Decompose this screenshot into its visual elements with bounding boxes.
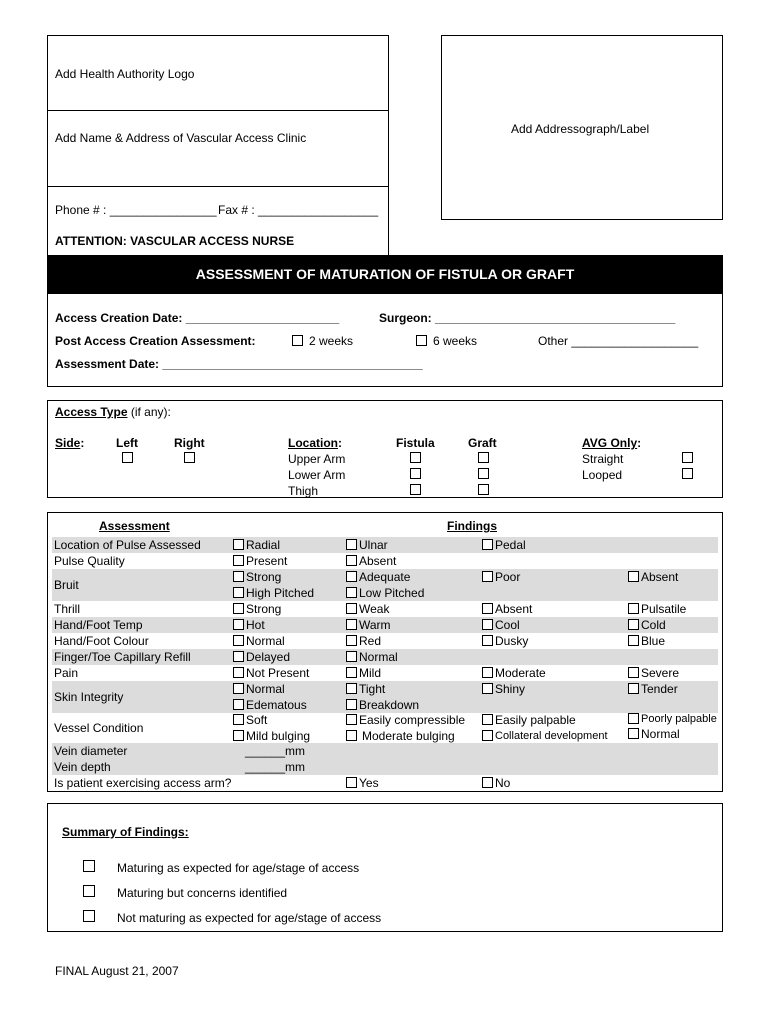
- checkbox[interactable]: [482, 777, 493, 788]
- left-checkbox[interactable]: [122, 452, 133, 463]
- summary-not-maturing-checkbox[interactable]: [83, 910, 95, 922]
- avg-only-label: AVG Only:: [582, 436, 642, 450]
- pain-mild-option[interactable]: Mild: [346, 665, 381, 681]
- checkbox[interactable]: [628, 728, 639, 739]
- summary-item: Maturing but concerns identified: [117, 886, 288, 900]
- post-assessment-label: Post Access Creation Assessment:: [55, 334, 256, 348]
- row-shade: [52, 743, 718, 775]
- checkbox[interactable]: [233, 667, 244, 678]
- checkbox[interactable]: [346, 667, 357, 678]
- vein-depth-field[interactable]: ______mm: [245, 760, 306, 774]
- bruit-high-pitched-option[interactable]: High Pitched: [233, 585, 314, 601]
- right-checkbox[interactable]: [184, 452, 195, 463]
- exercising-yes-option[interactable]: Yes: [346, 775, 379, 791]
- thrill-pulsatile-option[interactable]: Pulsatile: [628, 601, 686, 617]
- vessel-easily-compressible-option[interactable]: Easily compressible: [346, 712, 465, 728]
- thrill-weak-option[interactable]: Weak: [346, 601, 389, 617]
- pulse-pedal-option[interactable]: Pedal: [482, 537, 526, 553]
- checkbox[interactable]: [233, 730, 244, 741]
- bruit-strong-option[interactable]: Strong: [233, 569, 281, 585]
- checkbox[interactable]: [482, 635, 493, 646]
- checkbox[interactable]: [233, 587, 244, 598]
- vessel-soft-option[interactable]: Soft: [233, 712, 267, 728]
- pulse-ulnar-option[interactable]: Ulnar: [346, 537, 388, 553]
- fistula-upper-arm-checkbox[interactable]: [410, 452, 421, 463]
- checkbox[interactable]: [628, 713, 639, 724]
- vein-diameter-field[interactable]: ______mm: [245, 744, 306, 758]
- summary-concerns-checkbox[interactable]: [83, 885, 95, 897]
- fistula-label: Fistula: [396, 436, 435, 450]
- checkbox[interactable]: [346, 555, 357, 566]
- bruit-absent-option[interactable]: Absent: [628, 569, 678, 585]
- access-creation-date-field[interactable]: Access Creation Date: _______________________: [55, 311, 340, 325]
- skin-tender-option[interactable]: Tender: [628, 681, 678, 697]
- vein-depth-label: Vein depth: [54, 760, 111, 774]
- pulse-present-option[interactable]: Present: [233, 553, 287, 569]
- checkbox[interactable]: [233, 651, 244, 662]
- footer-version: FINAL August 21, 2007: [55, 964, 179, 978]
- skin-shiny-option[interactable]: Shiny: [482, 681, 525, 697]
- capillary-normal-option[interactable]: Normal: [346, 649, 398, 665]
- checkbox[interactable]: [233, 619, 244, 630]
- pain-moderate-option[interactable]: Moderate: [482, 665, 546, 681]
- checkbox[interactable]: [233, 635, 244, 646]
- looped-label: Looped: [582, 468, 623, 482]
- six-weeks-label: 6 weeks: [433, 334, 478, 348]
- checkbox[interactable]: [233, 555, 244, 566]
- checkbox[interactable]: [233, 683, 244, 694]
- checkbox[interactable]: [628, 683, 639, 694]
- checkbox[interactable]: [346, 539, 357, 550]
- checkbox[interactable]: [628, 635, 639, 646]
- colour-red-option[interactable]: Red: [346, 633, 381, 649]
- pulse-quality-label: Pulse Quality: [54, 554, 125, 568]
- fax-field[interactable]: Fax # : __________________: [218, 203, 379, 217]
- checkbox[interactable]: [482, 683, 493, 694]
- surgeon-field[interactable]: Surgeon: ____________________________________: [379, 311, 676, 325]
- bruit-adequate-option[interactable]: Adequate: [346, 569, 410, 585]
- form-title: ASSESSMENT OF MATURATION OF FISTULA OR GRAFT: [47, 255, 723, 294]
- colour-dusky-option[interactable]: Dusky: [482, 633, 528, 649]
- skin-label: Skin Integrity: [54, 690, 124, 704]
- straight-checkbox[interactable]: [682, 452, 693, 463]
- graft-lower-arm-checkbox[interactable]: [478, 468, 489, 479]
- addressograph-placeholder: Add Addressograph/Label: [511, 122, 650, 136]
- attention-line: ATTENTION: VASCULAR ACCESS NURSE: [55, 234, 295, 248]
- checkbox[interactable]: [233, 571, 244, 582]
- pain-severe-option[interactable]: Severe: [628, 665, 679, 681]
- pulse-absent-option[interactable]: Absent: [346, 553, 396, 569]
- right-label: Right: [174, 436, 205, 450]
- temp-cold-option[interactable]: Cold: [628, 617, 666, 633]
- pulse-radial-option[interactable]: Radial: [233, 537, 280, 553]
- fistula-thigh-checkbox[interactable]: [410, 484, 421, 495]
- checkbox[interactable]: [482, 571, 493, 582]
- checkbox[interactable]: [628, 619, 639, 630]
- capillary-delayed-option[interactable]: Delayed: [233, 649, 290, 665]
- access-type-heading: Access Type (if any):: [55, 405, 171, 419]
- straight-label: Straight: [582, 452, 624, 466]
- graft-thigh-checkbox[interactable]: [478, 484, 489, 495]
- vessel-moderate-bulging-option[interactable]: Moderate bulging: [346, 728, 455, 744]
- checkbox[interactable]: [482, 539, 493, 550]
- vessel-mild-bulging-option[interactable]: Mild bulging: [233, 728, 310, 744]
- bruit-label: Bruit: [54, 578, 79, 592]
- assessment-date-field[interactable]: Assessment Date: _______________________________________: [55, 357, 423, 371]
- checkbox[interactable]: [628, 603, 639, 614]
- findings-column-header: Findings: [447, 519, 497, 533]
- checkbox[interactable]: [346, 635, 357, 646]
- vessel-collateral-option[interactable]: Collateral development: [482, 728, 608, 744]
- temp-warm-option[interactable]: Warm: [346, 617, 391, 633]
- summary-maturing-checkbox[interactable]: [83, 860, 95, 872]
- checkbox[interactable]: [346, 619, 357, 630]
- checkbox[interactable]: [346, 571, 357, 582]
- vessel-easily-palpable-option[interactable]: Easily palpable: [482, 712, 576, 728]
- logo-placeholder: Add Health Authority Logo: [55, 67, 195, 81]
- checkbox[interactable]: [628, 571, 639, 582]
- graft-upper-arm-checkbox[interactable]: [478, 452, 489, 463]
- checkbox[interactable]: [346, 651, 357, 662]
- pain-label: Pain: [54, 666, 79, 680]
- checkbox[interactable]: [233, 699, 244, 710]
- phone-field[interactable]: Phone # : ________________: [55, 203, 217, 217]
- exercising-label: Is patient exercising access arm?: [54, 776, 232, 790]
- six-weeks-checkbox[interactable]: [416, 335, 427, 346]
- vessel-label: Vessel Condition: [54, 721, 144, 735]
- temp-label: Hand/Foot Temp: [54, 618, 143, 632]
- checkbox[interactable]: [346, 699, 357, 710]
- temp-cool-option[interactable]: Cool: [482, 617, 520, 633]
- location-label: Location:: [288, 436, 342, 450]
- skin-breakdown-option[interactable]: Breakdown: [346, 697, 419, 713]
- summary-item: Not maturing as expected for age/stage of access: [117, 911, 382, 925]
- summary-heading: Summary of Findings:: [62, 825, 189, 839]
- checkbox[interactable]: [346, 714, 357, 725]
- checkbox[interactable]: [482, 714, 493, 725]
- vessel-normal-option[interactable]: Normal: [628, 726, 680, 742]
- thrill-strong-option[interactable]: Strong: [233, 601, 281, 617]
- skin-edematous-option[interactable]: Edematous: [233, 697, 307, 713]
- checkbox[interactable]: [233, 714, 244, 725]
- summary-item: Maturing as expected for age/stage of access: [117, 861, 360, 875]
- checkbox[interactable]: [628, 667, 639, 678]
- checkbox[interactable]: [482, 730, 493, 741]
- checkbox[interactable]: [346, 603, 357, 614]
- looped-checkbox[interactable]: [682, 468, 693, 479]
- bruit-poor-option[interactable]: Poor: [482, 569, 520, 585]
- checkbox[interactable]: [233, 539, 244, 550]
- pulse-location-label: Location of Pulse Assessed: [54, 538, 201, 552]
- vessel-poorly-palpable-option[interactable]: Poorly palpable: [628, 711, 717, 727]
- header-divider: [47, 186, 389, 187]
- capillary-label: Finger/Toe Capillary Refill: [54, 650, 191, 664]
- checkbox[interactable]: [346, 730, 357, 741]
- checkbox[interactable]: [346, 777, 357, 788]
- clinic-placeholder: Add Name & Address of Vascular Access Clinic: [55, 131, 307, 145]
- checkbox[interactable]: [482, 667, 493, 678]
- bruit-low-pitched-option[interactable]: Low Pitched: [346, 585, 424, 601]
- checkbox[interactable]: [482, 603, 493, 614]
- thrill-absent-option[interactable]: Absent: [482, 601, 532, 617]
- header-divider: [47, 110, 389, 111]
- checkbox[interactable]: [482, 619, 493, 630]
- exercising-no-option[interactable]: No: [482, 775, 510, 791]
- skin-normal-option[interactable]: Normal: [233, 681, 285, 697]
- checkbox[interactable]: [346, 587, 357, 598]
- upper-arm-label: Upper Arm: [288, 452, 346, 466]
- thrill-label: Thrill: [54, 602, 80, 616]
- two-weeks-checkbox[interactable]: [292, 335, 303, 346]
- checkbox[interactable]: [346, 683, 357, 694]
- graft-label: Graft: [468, 436, 497, 450]
- colour-blue-option[interactable]: Blue: [628, 633, 665, 649]
- left-label: Left: [116, 436, 138, 450]
- other-field[interactable]: Other ___________________: [538, 334, 699, 348]
- pain-not-present-option[interactable]: Not Present: [233, 665, 309, 681]
- thigh-label: Thigh: [288, 484, 319, 498]
- vein-diameter-label: Vein diameter: [54, 744, 128, 758]
- lower-arm-label: Lower Arm: [288, 468, 346, 482]
- skin-tight-option[interactable]: Tight: [346, 681, 385, 697]
- two-weeks-label: 2 weeks: [309, 334, 354, 348]
- assessment-column-header: Assessment: [99, 519, 170, 533]
- colour-normal-option[interactable]: Normal: [233, 633, 285, 649]
- side-label: Side:: [55, 436, 85, 450]
- checkbox[interactable]: [233, 603, 244, 614]
- colour-label: Hand/Foot Colour: [54, 634, 149, 648]
- temp-hot-option[interactable]: Hot: [233, 617, 265, 633]
- fistula-lower-arm-checkbox[interactable]: [410, 468, 421, 479]
